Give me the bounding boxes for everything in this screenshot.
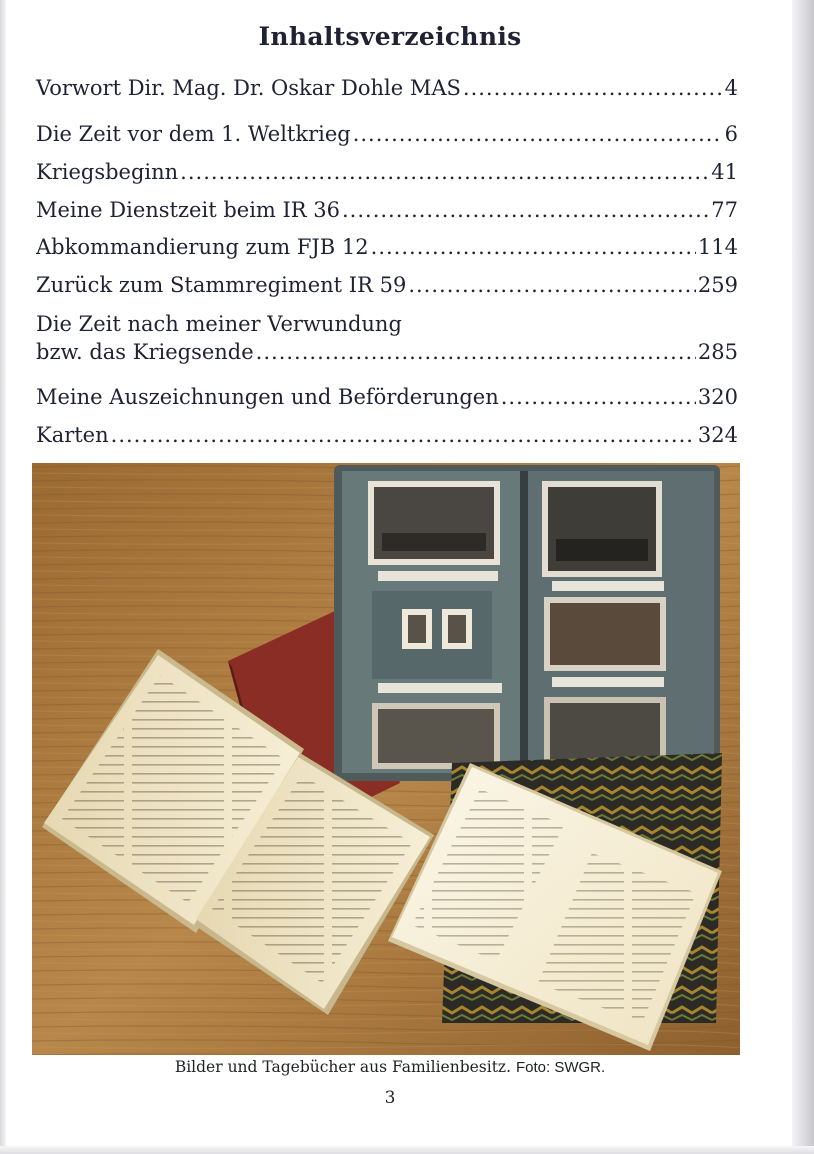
toc-entry-vorwort[interactable] bbox=[36, 74, 738, 102]
photo-caption bbox=[0, 1058, 780, 1076]
caption-text: Bilder und Tagebücher aus Familienbesitz. bbox=[174, 1058, 512, 1076]
toc-entry-label: Vorwort Dir. Mag. Dr. Oskar Dohle MAS bbox=[36, 76, 461, 100]
page-edge-left bbox=[0, 0, 6, 1154]
toc-leader-dots bbox=[256, 338, 696, 366]
toc-entry-page: 6 bbox=[724, 122, 738, 146]
photo-album bbox=[334, 465, 720, 781]
toc-leader-dots bbox=[371, 233, 696, 261]
toc-leader-dots bbox=[463, 74, 723, 102]
toc-entry-label: Karten bbox=[36, 423, 109, 447]
toc-entry-label: Zurück zum Stammregiment IR 59 bbox=[36, 273, 407, 297]
toc-leader-dots bbox=[353, 120, 723, 148]
toc-entry-stammregiment-ir59[interactable] bbox=[36, 271, 738, 299]
page-edge-right bbox=[792, 0, 814, 1154]
toc-title: Inhaltsverzeichnis bbox=[258, 22, 522, 51]
toc-entry-label: bzw. das Kriegsende bbox=[36, 340, 254, 364]
page-number: 3 bbox=[384, 1088, 396, 1108]
toc-entry-label-line1: Die Zeit nach meiner Verwundung bbox=[36, 312, 402, 336]
toc-leader-dots bbox=[501, 383, 696, 411]
toc-entry-dienstzeit-ir36[interactable] bbox=[36, 196, 738, 224]
toc-entry-page: 320 bbox=[697, 385, 738, 409]
toc-entry-page: 77 bbox=[711, 198, 738, 222]
toc-leader-dots bbox=[180, 158, 709, 186]
toc-entry-page: 259 bbox=[697, 273, 738, 297]
toc-entry-zeit-vor-weltkrieg[interactable] bbox=[36, 120, 738, 148]
toc-entry-label: Abkommandierung zum FJB 12 bbox=[36, 235, 369, 259]
toc-entry-verwundung-kriegsende[interactable] bbox=[36, 338, 738, 366]
toc-entry-label: Kriegsbeginn bbox=[36, 160, 179, 184]
toc-leader-dots bbox=[342, 196, 709, 224]
page-edge-bottom bbox=[0, 1146, 814, 1154]
toc-entry-abkommandierung-fjb12[interactable] bbox=[36, 233, 738, 261]
toc-entry-page: 4 bbox=[724, 76, 738, 100]
toc-leader-dots bbox=[111, 421, 696, 449]
photo-illustration bbox=[32, 463, 740, 1055]
photo-album-diaries bbox=[32, 463, 740, 1055]
toc-entry-karten[interactable] bbox=[36, 421, 738, 449]
toc-leader-dots bbox=[408, 271, 696, 299]
toc-entry-label: Meine Dienstzeit beim IR 36 bbox=[36, 198, 340, 222]
toc-entry-page: 324 bbox=[697, 423, 738, 447]
toc-entry-label: Meine Auszeichnungen und Beförderungen bbox=[36, 385, 499, 409]
toc-entry-auszeichnungen[interactable] bbox=[36, 383, 738, 411]
toc-entry-kriegsbeginn[interactable] bbox=[36, 158, 738, 186]
toc-entry-label: Die Zeit vor dem 1. Weltkrieg bbox=[36, 122, 351, 146]
caption-credit: Foto: SWGR. bbox=[515, 1059, 606, 1076]
toc-entry-page: 41 bbox=[711, 160, 738, 184]
toc-entry-page: 285 bbox=[697, 340, 738, 364]
toc-entry-page: 114 bbox=[697, 235, 738, 259]
